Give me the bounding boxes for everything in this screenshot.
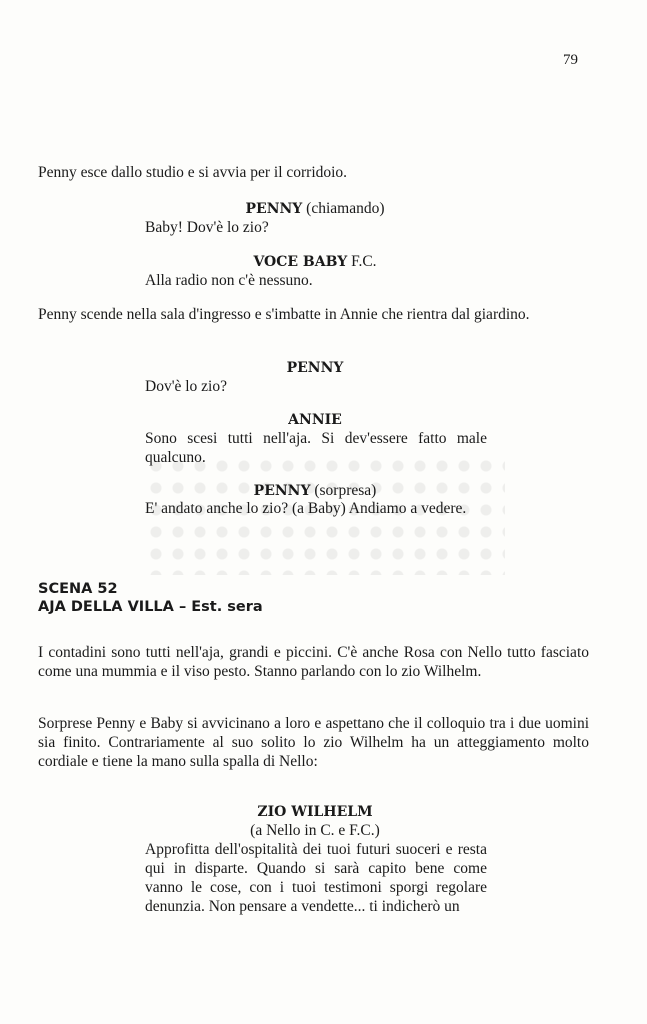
character-name: ANNIE	[288, 412, 342, 428]
parenthetical: F.C.	[347, 253, 377, 270]
page-number: 79	[563, 52, 578, 68]
scene-number: SCENA 52	[38, 581, 118, 597]
action-line: Penny esce dallo studio e si avvia per il corridoio.	[38, 164, 348, 181]
character-name: PENNY	[245, 201, 303, 217]
parenthetical: (a Nello in C. e F.C.)	[250, 822, 380, 839]
action-line: Penny scende nella sala d'ingresso e s'imbatte in Annie che rientra dal giardino.	[38, 306, 530, 323]
dialogue: Sono scesi tutti nell'aja. Si dev'essere fatto male qualcuno.	[145, 430, 487, 466]
character-cue	[145, 358, 485, 378]
character-name: VOCE BABY	[253, 254, 348, 270]
character-cue	[145, 802, 485, 822]
parenthetical: (chiamando)	[302, 200, 385, 217]
character-name: PENNY	[286, 360, 344, 376]
scene-heading: AJA DELLA VILLA – Est. sera	[38, 599, 263, 615]
character-cue	[145, 199, 485, 219]
dialogue: Baby! Dov'è lo zio?	[145, 219, 269, 236]
dialogue: Alla radio non c'è nessuno.	[145, 272, 313, 289]
dialogue: E' andato anche lo zio? (a Baby) Andiamo a vedere.	[145, 500, 467, 517]
character-cue	[145, 410, 485, 430]
dialogue: Dov'è lo zio?	[145, 378, 227, 395]
character-name: PENNY	[253, 483, 311, 499]
parenthetical: (sorpresa)	[310, 482, 377, 499]
dialogue: Approfitta dell'ospitalità dei tuoi futuri suoceri e resta qui in disparte. Quando si sarà capito bene come vanno le cose, con i tuoi testimoni sporgi regolare denunzia. Non pensare a vendette... ti indicherò un	[145, 841, 487, 915]
character-cue	[145, 252, 485, 272]
action-paragraph: I contadini sono tutti nell'aja, grandi e piccini. C'è anche Rosa con Nello tutto fasciato come una mummia e il viso pesto. Stanno parlando con lo zio Wilhelm.	[38, 644, 589, 680]
action-paragraph: Sorprese Penny e Baby si avvicinano a loro e aspettano che il colloquio tra i due uomini sia finito. Contrariamente al suo solito lo zio Wilhelm ha un atteggiamento molto cordiale e tiene la mano sulla spalla di Nello:	[38, 715, 589, 770]
character-cue	[145, 481, 485, 501]
character-name: ZIO WILHELM	[257, 804, 373, 820]
